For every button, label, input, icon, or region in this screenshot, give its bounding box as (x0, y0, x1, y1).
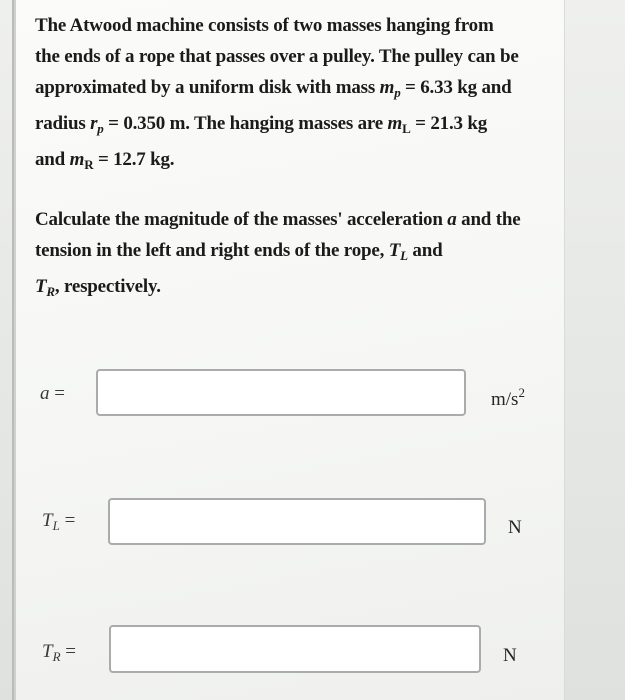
tension-right-label: $T_R$ = (42, 641, 76, 664)
question-line-3: $T_R$, respectively. (35, 276, 161, 299)
question-line-1: Calculate the magnitude of the masses' acceleration a and the (35, 209, 521, 230)
question-card (14, 0, 565, 700)
problem-line-5: and $m_R = 12.7$ kg. (35, 149, 175, 172)
tension-right-input[interactable] (109, 625, 481, 673)
tension-left-unit: N (508, 517, 522, 538)
question-instructions (35, 204, 520, 307)
tension-right-unit: N (503, 645, 517, 666)
problem-line-3: approximated by a uniform disk with mass $m_p = 6.33$ kg and (35, 77, 512, 100)
acceleration-label: a = (40, 383, 65, 404)
acceleration-input[interactable] (96, 369, 466, 416)
question-line-2: tension in the left and right ends of the rope, $T_L$ and (35, 240, 443, 263)
acceleration-unit: $m/s^2$ (491, 385, 525, 410)
problem-line-1: The Atwood machine consists of two masses hanging from (35, 15, 494, 36)
problem-line-2: the ends of a rope that passes over a pulley. The pulley can be (35, 46, 519, 67)
tension-left-label: $T_L$ = (42, 510, 76, 533)
tension-left-input[interactable] (108, 498, 486, 545)
problem-statement (35, 10, 519, 180)
problem-line-4: radius $r_p = 0.350$ m. The hanging masses are $m_L = 21.3$ kg (35, 113, 488, 136)
